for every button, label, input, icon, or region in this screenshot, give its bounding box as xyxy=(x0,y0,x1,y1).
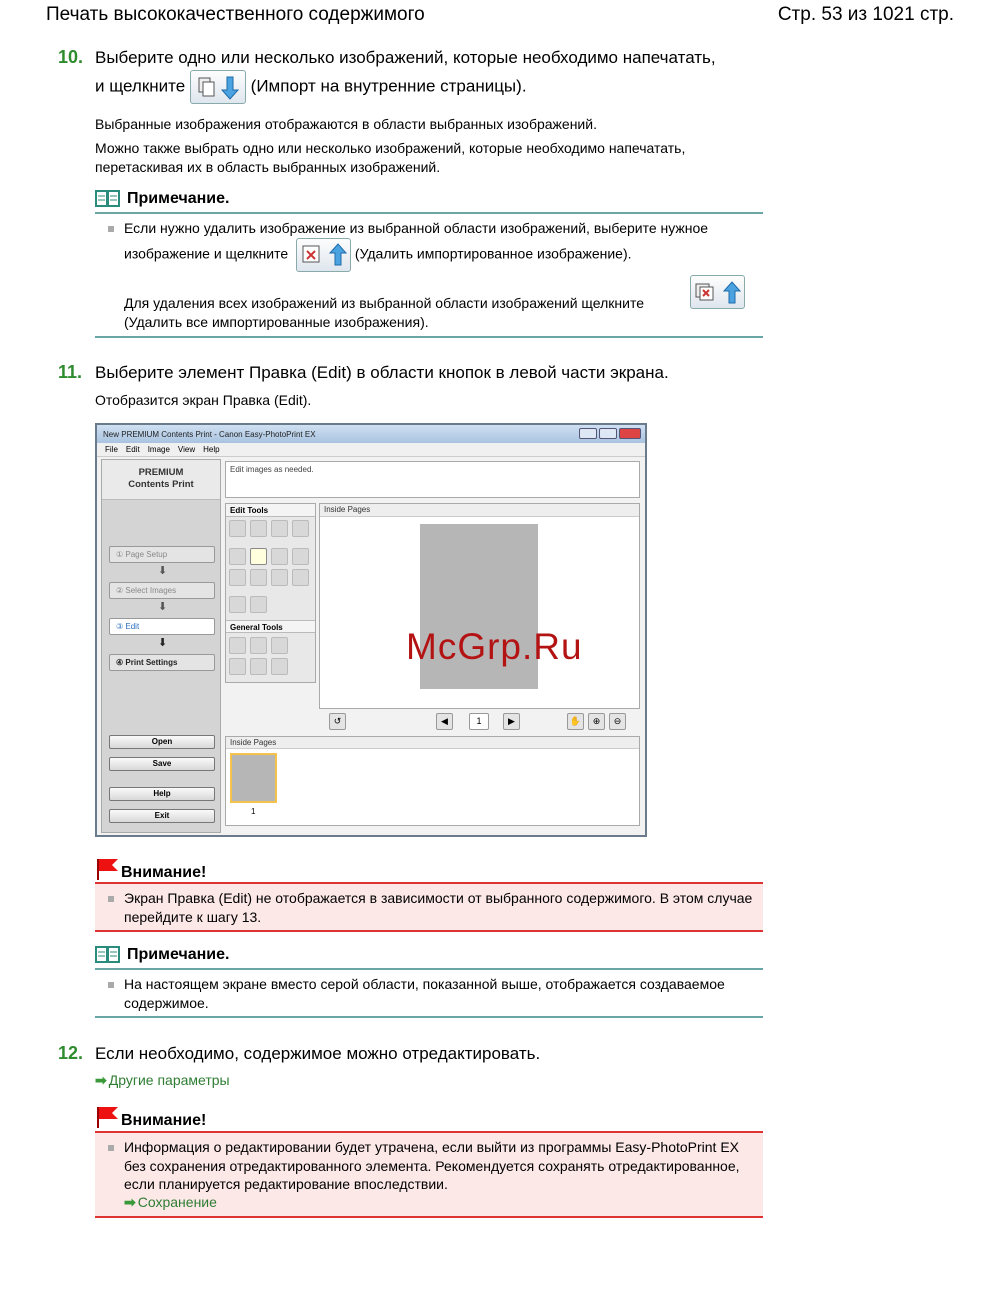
other-params-link[interactable]: Другие параметры xyxy=(108,1072,230,1088)
rotate-icon[interactable]: ↺ xyxy=(329,713,346,730)
tool-button[interactable] xyxy=(229,520,246,537)
book-icon xyxy=(95,945,121,965)
import-to-inside-pages-button[interactable] xyxy=(190,70,246,104)
step-number: 10. xyxy=(58,47,84,67)
warning-divider xyxy=(95,1216,763,1218)
side-panel xyxy=(101,459,221,833)
note-title: Примечание. xyxy=(127,946,230,963)
step-text: Выберите одно или несколько изображений, которые необходимо напечатать, xyxy=(95,48,716,67)
import-icon xyxy=(191,71,245,103)
tool-button[interactable] xyxy=(229,548,246,565)
edit-canvas[interactable] xyxy=(319,503,640,709)
menu-view[interactable]: View xyxy=(177,445,196,454)
paste-icon[interactable] xyxy=(271,658,288,675)
arrow-down-icon: ⬇ xyxy=(158,601,168,613)
step-text: (Импорт на внутренние страницы). xyxy=(250,76,527,96)
green-arrow-icon: ➡ xyxy=(124,1194,136,1210)
save-link-row xyxy=(124,1193,754,1212)
tool-button[interactable] xyxy=(271,520,288,537)
tool-button[interactable] xyxy=(271,548,288,565)
close-button[interactable] xyxy=(619,428,641,439)
note-text: Если нужно удалить изображение из выбранной области изображений, выберите нужное xyxy=(124,220,709,236)
tool-button[interactable] xyxy=(250,548,267,565)
step-number: 12. xyxy=(58,1043,84,1063)
menu-edit[interactable]: Edit xyxy=(125,445,140,454)
step-text: Если необходимо, содержимое можно отредактировать. xyxy=(95,1044,541,1063)
note-text: изображение и щелкните xyxy=(124,245,289,262)
menu-help[interactable]: Help xyxy=(203,445,220,454)
warning-text: Экран Правка (Edit) не отображается в зависимости от выбранного содержимого. В этом случае перейдите к шагу 13. xyxy=(124,890,753,925)
minimize-button[interactable] xyxy=(579,428,597,439)
step-10 xyxy=(58,47,716,68)
canvas-header: Inside Pages xyxy=(320,504,639,517)
note-divider xyxy=(95,336,763,338)
step-edit[interactable]: ③ Edit xyxy=(109,618,215,635)
nav-bar xyxy=(319,711,640,733)
note-divider xyxy=(95,1016,763,1018)
tool-button[interactable] xyxy=(250,569,267,586)
book-icon xyxy=(95,189,121,209)
edit-tools-header: Edit Tools xyxy=(226,504,315,517)
help-button[interactable]: Help xyxy=(109,787,215,801)
page-thumbnail[interactable] xyxy=(230,753,277,803)
step-text: Выберите элемент Правка (Edit) в области кнопок в левой части экрана. xyxy=(95,363,669,382)
watermark: McGrp.Ru xyxy=(406,626,583,667)
redo-icon[interactable] xyxy=(250,637,267,654)
warning-title: Внимание! xyxy=(121,864,207,881)
red-flag-icon xyxy=(95,857,119,881)
note-text: (Удалить все импортированные изображения). xyxy=(124,314,429,330)
delete-image-icon xyxy=(297,239,350,271)
note-text-line xyxy=(124,238,754,272)
tool-button[interactable] xyxy=(292,548,309,565)
note-title: Примечание. xyxy=(127,190,230,207)
undo-icon[interactable] xyxy=(229,637,246,654)
note-divider xyxy=(95,968,763,970)
step-print-settings[interactable]: ④ Print Settings xyxy=(109,654,215,671)
tool-button[interactable] xyxy=(250,596,267,613)
zoom-out-icon[interactable]: ⊖ xyxy=(609,713,626,730)
brand-line1: PREMIUM xyxy=(138,467,184,478)
open-button[interactable]: Open xyxy=(109,735,215,749)
copy-icon[interactable] xyxy=(250,658,267,675)
hand-icon[interactable]: ✋ xyxy=(567,713,584,730)
step-10-p2: Можно также выбрать одно или несколько изображений, которые необходимо напечатать, перетаскивая их в область выбранных изображений. xyxy=(95,140,686,175)
page-number-field[interactable]: 1 xyxy=(469,713,489,730)
maximize-button[interactable] xyxy=(599,428,617,439)
window-title-bar xyxy=(97,425,645,443)
window-controls xyxy=(579,428,641,439)
tool-button[interactable] xyxy=(271,569,288,586)
note-text: Для удаления всех изображений из выбранной области изображений щелкните xyxy=(124,295,644,311)
next-page-button[interactable]: ▶ xyxy=(503,713,520,730)
red-flag-icon xyxy=(95,1105,119,1129)
warning-divider xyxy=(95,1131,763,1133)
step-number: 11. xyxy=(58,362,83,382)
warning-divider xyxy=(95,882,763,884)
brand xyxy=(102,460,220,500)
other-params-link-row xyxy=(95,1071,775,1090)
warning-heading xyxy=(95,1104,206,1130)
page-number: Стр. 53 из 1021 стр. xyxy=(777,4,954,25)
message-area: Edit images as needed. xyxy=(225,461,640,498)
save-button[interactable]: Save xyxy=(109,757,215,771)
delete-imported-image-button[interactable] xyxy=(296,238,351,272)
delete-all-imported-images-button[interactable] xyxy=(690,275,745,309)
step-11 xyxy=(58,362,669,383)
note-text: На настоящем экране вместо серой области, показанной выше, отображается создаваемое содержимое. xyxy=(124,976,725,1011)
note-text: (Удалить импортированное изображение). xyxy=(354,245,632,262)
tool-button[interactable] xyxy=(229,569,246,586)
tool-button[interactable] xyxy=(229,596,246,613)
tool-button[interactable] xyxy=(292,569,309,586)
cut-icon[interactable] xyxy=(229,658,246,675)
menu-file[interactable]: File xyxy=(105,445,118,454)
warning-title: Внимание! xyxy=(121,1112,207,1129)
menu-image[interactable]: Image xyxy=(147,445,170,454)
tool-button[interactable] xyxy=(250,520,267,537)
delete-all-images-icon xyxy=(691,276,744,308)
step-text: и щелкните xyxy=(95,76,186,96)
zoom-in-icon[interactable]: ⊕ xyxy=(588,713,605,730)
general-tools-header: General Tools xyxy=(226,620,315,633)
step-11-sub: Отобразится экран Правка (Edit). xyxy=(95,392,312,408)
step-12 xyxy=(58,1043,540,1064)
brand-line2: Contents Print xyxy=(128,479,194,490)
exit-button[interactable]: Exit xyxy=(109,809,215,823)
arrow-down-icon: ⬇ xyxy=(158,565,168,577)
green-arrow-icon: ➡ xyxy=(95,1072,107,1088)
menu-bar xyxy=(97,443,645,457)
tool-button[interactable] xyxy=(292,520,309,537)
window-title: New PREMIUM Contents Print - Canon Easy-PhotoPrint EX xyxy=(103,429,316,439)
step-select-images[interactable]: ② Select Images xyxy=(109,582,215,599)
arrow-down-icon: ⬇ xyxy=(158,637,168,649)
warning-divider xyxy=(95,930,763,932)
warning-text: Информация о редактировании будет утрачена, если выйти из программы Easy-PhotoPrint EX без сохранения отредактированного элемента. Рекомендуется сохранять отредактированное, если планируется редактирование впоследствии. xyxy=(124,1139,740,1192)
thumbnail-header: Inside Pages xyxy=(226,737,639,749)
step-10-line2 xyxy=(95,70,775,104)
step-10-p1: Выбранные изображения отображаются в области выбранных изображений. xyxy=(95,116,597,132)
note-divider xyxy=(95,212,763,214)
note-heading xyxy=(95,945,229,965)
warning-heading xyxy=(95,856,206,882)
thumbnail-number: 1 xyxy=(251,807,256,816)
thumbnail-area xyxy=(225,736,640,826)
save-link[interactable]: Сохранение xyxy=(137,1194,217,1210)
note-heading xyxy=(95,189,229,209)
page-header-title: Печать высококачественного содержимого xyxy=(46,4,425,25)
delete-icon[interactable] xyxy=(271,637,288,654)
prev-page-button[interactable]: ◀ xyxy=(436,713,453,730)
step-page-setup[interactable]: ① Page Setup xyxy=(109,546,215,563)
tools-panel xyxy=(225,503,316,683)
